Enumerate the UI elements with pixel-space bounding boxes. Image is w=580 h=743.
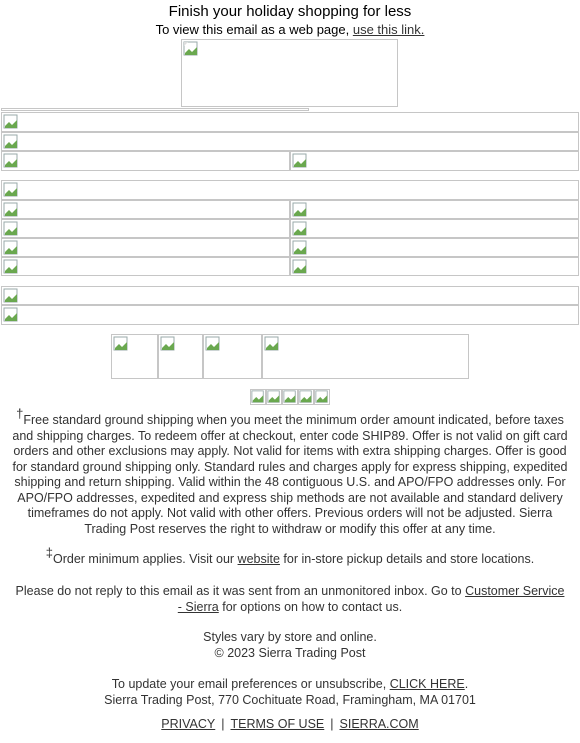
social-icons-row: [250, 389, 330, 405]
broken-image-icon: [292, 259, 308, 275]
category-image-7[interactable]: [1, 257, 290, 276]
banner-image-1[interactable]: [1, 112, 579, 132]
social-icon-2[interactable]: [266, 389, 282, 405]
broken-image-icon: [3, 221, 19, 237]
broken-image-icon: [3, 153, 19, 169]
mailing-address: Sierra Trading Post, 770 Cochituate Road, Framingham, MA 01701: [104, 693, 476, 707]
noreply-prefix: Please do not reply to this email as it was sent from an unmonitored inbox. Go to: [15, 584, 466, 598]
footer-links: [0, 717, 580, 733]
banner-image-2[interactable]: [1, 132, 579, 151]
info-image-4[interactable]: [262, 334, 469, 379]
webview-line: [0, 22, 580, 37]
broken-image-icon: [264, 336, 280, 352]
category-image-5[interactable]: [1, 238, 290, 257]
banner-image-3[interactable]: [1, 180, 579, 200]
order-minimum-note: [12, 545, 568, 568]
broken-image-icon: [292, 153, 308, 169]
broken-image-icon: [3, 114, 19, 130]
nav-divider-image: [1, 108, 309, 111]
noreply-note: [12, 584, 568, 615]
preferences-note: [0, 677, 580, 693]
broken-image-icon: [3, 240, 19, 256]
styles-vary-note: Styles vary by store and online.: [203, 630, 377, 644]
order-min-prefix: Order minimum applies. Visit our: [52, 552, 238, 566]
category-image-6[interactable]: [290, 238, 579, 257]
category-image-2[interactable]: [290, 200, 579, 219]
category-image-4[interactable]: [290, 219, 579, 238]
webview-prefix: To view this email as a web page,: [155, 22, 353, 37]
info-image-3[interactable]: [203, 334, 262, 379]
broken-image-icon: [3, 288, 19, 304]
broken-image-icon: [3, 182, 19, 198]
logo-image[interactable]: [181, 39, 398, 107]
broken-image-icon: [3, 307, 19, 323]
broken-image-icon: [113, 336, 129, 352]
info-image-2[interactable]: [158, 334, 203, 379]
banner-image-5[interactable]: [1, 305, 579, 325]
broken-image-icon: [205, 336, 221, 352]
sierra-com-link[interactable]: SIERRA.COM: [339, 717, 419, 731]
category-image-8[interactable]: [290, 257, 579, 276]
use-this-link[interactable]: use this link.: [352, 22, 425, 37]
shipping-disclaimer: [12, 406, 568, 537]
broken-image-icon: [299, 390, 313, 404]
broken-image-icon: [267, 390, 281, 404]
noreply-suffix: for options on how to contact us.: [218, 599, 403, 614]
double-dagger-mark: ‡: [45, 545, 53, 560]
broken-image-icon: [3, 134, 19, 150]
click-here-link[interactable]: CLICK HERE: [389, 677, 465, 691]
order-min-suffix: for in-store pickup details and store locations.: [279, 552, 535, 566]
shipping-text: Free standard ground shipping when you meet the minimum order amount indicated, before taxes and shipping charges. To redeem offer at checkout, enter code SHIP89. Offer is not valid on gift card orders and other exclusions may apply. Not valid for items with extra shipping charges. Offer is good for standard ground shipping only. Standard rules and charges apply for express shipping, expedited shipping and return shipping. Valid within the 48 contiguous U.S. and APO/FPO addresses only. For APO/FPO addresses, expedited and express ship methods are not available and standard delivery timeframes do not apply. Not valid with other offers. Previous orders will not be adjusted. Sierra Trading Post reserves the right to withdraw or modify this offer at any time.: [12, 413, 568, 536]
website-link[interactable]: website: [237, 552, 280, 566]
category-image-1[interactable]: [1, 200, 290, 219]
broken-image-icon: [3, 259, 19, 275]
category-image-3[interactable]: [1, 219, 290, 238]
broken-image-icon: [183, 41, 199, 57]
preferences-prefix: To update your email preferences or unsubscribe,: [111, 677, 390, 691]
social-icon-5[interactable]: [314, 389, 330, 405]
broken-image-icon: [315, 390, 329, 404]
broken-image-icon: [251, 390, 265, 404]
broken-image-icon: [292, 221, 308, 237]
broken-image-icon: [283, 390, 297, 404]
privacy-link[interactable]: PRIVACY: [161, 717, 216, 731]
promo-image-right-1[interactable]: [290, 151, 579, 171]
social-icon-1[interactable]: [250, 389, 266, 405]
social-icon-3[interactable]: [282, 389, 298, 405]
broken-image-icon: [292, 202, 308, 218]
copyright: © 2023 Sierra Trading Post: [214, 646, 366, 660]
email-headline: Finish your holiday shopping for less: [168, 3, 412, 20]
info-image-1[interactable]: [111, 334, 158, 379]
separator: |: [330, 717, 334, 731]
broken-image-icon: [292, 240, 308, 256]
customer-service-link[interactable]: Customer Service - Sierra: [177, 584, 565, 614]
banner-image-4[interactable]: [1, 286, 579, 305]
separator: |: [221, 717, 225, 731]
preferences-suffix: .: [464, 677, 469, 691]
social-icon-4[interactable]: [298, 389, 314, 405]
broken-image-icon: [160, 336, 176, 352]
dagger-mark: †: [16, 406, 24, 421]
terms-of-use-link[interactable]: TERMS OF USE: [230, 717, 325, 731]
promo-image-left-1[interactable]: [1, 151, 290, 171]
broken-image-icon: [3, 202, 19, 218]
